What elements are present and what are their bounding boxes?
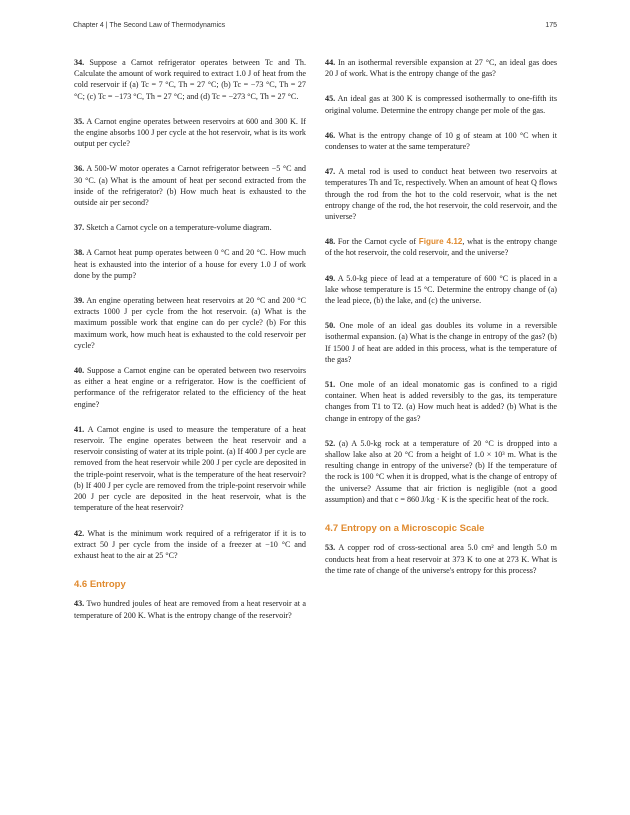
problem-52: 52. (a) A 5.0-kg rock at a temperature of 20 °C is dropped into a shallow lake also at 20 °C from a height of 1.0 × 10³ m. What is the resulting change in entropy of the universe? (b) If the temperature of the rock is 100 °C when it is dropped, what is the change of entropy of the universe? Assume that air friction is negligible (not a good assumption) and that c = 860 J/kg · K is the specific heat of the rock. xyxy=(325,438,558,504)
problem-43: 43. Two hundred joules of heat are removed from a heat reservoir at a temperature of 200 K. What is the entropy change of the reservoir? xyxy=(74,599,306,620)
problem-44: 44. In an isothermal reversible expansion at 27 °C, an ideal gas does 20 J of work. What is the entropy change of the gas? xyxy=(325,58,557,79)
page-number: 175 xyxy=(545,22,557,29)
problem-42: 42. What is the minimum work required of a refrigerator if it is to extract 50 J per cycle from the inside of a freezer at −10 °C and exhaust heat to the air at 25 °C? xyxy=(74,528,306,560)
problem-49: 49. A 5.0-kg piece of lead at a temperature of 600 °C is placed in a lake whose temperature is 15 °C. Determine the entropy change of (a) the lead piece, (b) the lake, and (c) the universe. xyxy=(325,273,557,306)
problem-37: 37. Sketch a Carnot cycle on a temperature-volume diagram. xyxy=(74,223,272,233)
chapter-title: Chapter 4 | The Second Law of Thermodynamics xyxy=(73,22,226,29)
problem-48: 48. For the Carnot cycle of Figure 4.12, what is the entropy change of the hot reservoir, the cold reservoir, and the universe? xyxy=(325,237,558,258)
problem-53: 53. A copper rod of cross-sectional area 5.0 cm² and length 5.0 m conducts heat from a heat reservoir at 373 K to one at 273 K. What is the time rate of change of the universe's entropy for this process? xyxy=(325,543,557,575)
page-header xyxy=(73,22,557,36)
problem-34: 34. Suppose a Carnot refrigerator operates between Tc and Th. Calculate the amount of work required to extract 1.0 J of heat from the cold reservoir if (a) Tc = 7 °C, Th = 27 °C; (b) Tc = −73 °C, Th = 27 °C; (c) Tc = −173 °C, Th = 27 °C; and (d) Tc = −273 °C, Th = 27 °C. xyxy=(74,58,306,101)
right-column xyxy=(325,57,557,590)
problem-38: 38. A Carnot heat pump operates between 0 °C and 20 °C. How much heat is exhausted into the interior of a house for every 1.0 J of work done by the pump? xyxy=(74,248,306,280)
problem-46: 46. What is the entropy change of 10 g of steam at 100 °C when it condenses to water at the same temperature? xyxy=(325,130,558,152)
problem-36: 36. A 500-W motor operates a Carnot refrigerator between −5 °C and 30 °C. (a) What is the amount of heat per second extracted from the inside of the refrigerator? (b) How much heat is exhausted to the outside air per second? xyxy=(74,164,306,208)
problem-35: 35. A Carnot engine operates between reservoirs at 600 and 300 K. If the engine absorbs 100 J per cycle at the hot reservoir, what is its work output per cycle? xyxy=(74,116,306,149)
section-heading-entropy: 4.6 Entropy xyxy=(74,579,126,591)
problem-50: 50. One mole of an ideal gas doubles its volume in a reversible isothermal expansion. (a) What is the change in entropy of the gas? (b) If 1500 J of heat are added in this process, what is the temperature of the gas? xyxy=(325,321,557,364)
section-heading-microscopic: 4.7 Entropy on a Microscopic Scale xyxy=(325,523,485,535)
left-column xyxy=(74,57,306,635)
problem-45: 45. An ideal gas at 300 K is compressed isothermally to one-fifth its original volume. Determine the entropy change per mole of the gas. xyxy=(325,94,557,115)
problem-51: 51. One mole of an ideal monatomic gas is confined to a rigid container. When heat is added reversibly to the gas, its temperature changes from T1 to T2. (a) How much heat is added? (b) What is the change in entropy of the gas? xyxy=(325,380,558,423)
problem-39: 39. An engine operating between heat reservoirs at 20 °C and 200 °C extracts 1000 J per cycle from the hot reservoir. (a) What is the maximum possible work that engine can do per cycle? (b) For this maximum work, how much heat is exhausted to the cold reservoir per cycle? xyxy=(74,296,306,350)
problem-47: 47. A metal rod is used to conduct heat between two reservoirs at temperatures Th and Tc, respectively. When an amount of heat Q flows through the rod from the hot to the cold reservoir, what is the net entropy change of the rod, the hot reservoir, the cold reservoir, and the universe? xyxy=(325,167,557,222)
figure-link[interactable]: Figure 4.12 xyxy=(418,237,463,247)
problem-41: 41. A Carnot engine is used to measure the temperature of a heat reservoir. The engine operates between the heat reservoir and a reservoir consisting of water at its triple point. (a) If 400 J per cycle are removed from the heat reservoir while 200 J per cycle are deposited in the triple-point reservoir, what is the temperature of the heat reservoir? (b) If 400 J per cycle are removed from the triple-point reservoir while 200 J per cycle are deposited in the heat reservoir, what is the temperature of the heat reservoir? xyxy=(74,424,306,513)
problem-40: 40. Suppose a Carnot engine can be operated between two reservoirs as either a heat engine or a refrigerator. How is the coefficient of performance of the refrigerator related to the efficiency of the heat engine? xyxy=(74,366,306,409)
